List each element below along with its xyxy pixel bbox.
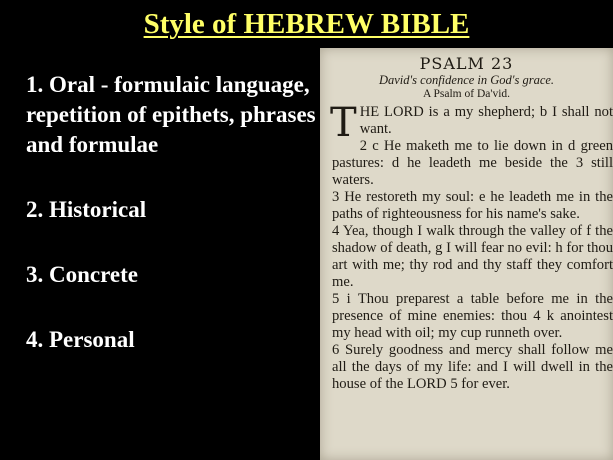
psalm-subtitle: David's confidence in God's grace. [378, 73, 555, 87]
verse-1: HE LORD is a my shepherd; b I shall not want. [359, 104, 613, 137]
verse-6: 6 Surely goodness and mercy shall follow me all the days of my life: and I will dwell in the house of the LORD 5 for ever. [332, 342, 613, 392]
psalm-title: PSALM 23 [419, 54, 514, 73]
points-list [26, 70, 316, 355]
bible-page-image [320, 48, 613, 460]
psalm-subtitle-2: A Psalm of Da'vid. [422, 88, 511, 100]
point-historical: 2. Historical [26, 197, 147, 222]
verse-5: 5 i Thou preparest a table before me in the presence of mine enemies: thou 4 k anointest my head with oil; my cup runneth over. [332, 291, 613, 341]
verse-4: 4 Yea, though I walk through the valley of f the shadow of death, g I will fear no evil: h for thou art with me; thy rod and thy staff they comfort me. [332, 223, 613, 290]
verse-3: 3 He restoreth my soul: e he leadeth me in the paths of righteousness for his name's sake. [332, 189, 613, 222]
verse-2: 2 c He maketh me to lie down in d green pastures: d he leadeth me beside the 3 still waters. [332, 138, 613, 188]
slide-title: Style of HEBREW BIBLE [143, 8, 470, 40]
drop-cap: T [330, 100, 357, 146]
point-personal: 4. Personal [26, 327, 135, 352]
point-concrete: 3. Concrete [26, 262, 138, 287]
psalm-text [320, 100, 613, 393]
point-oral: 1. Oral - formulaic language, repetition of epithets, phrases and formulae [26, 72, 316, 157]
